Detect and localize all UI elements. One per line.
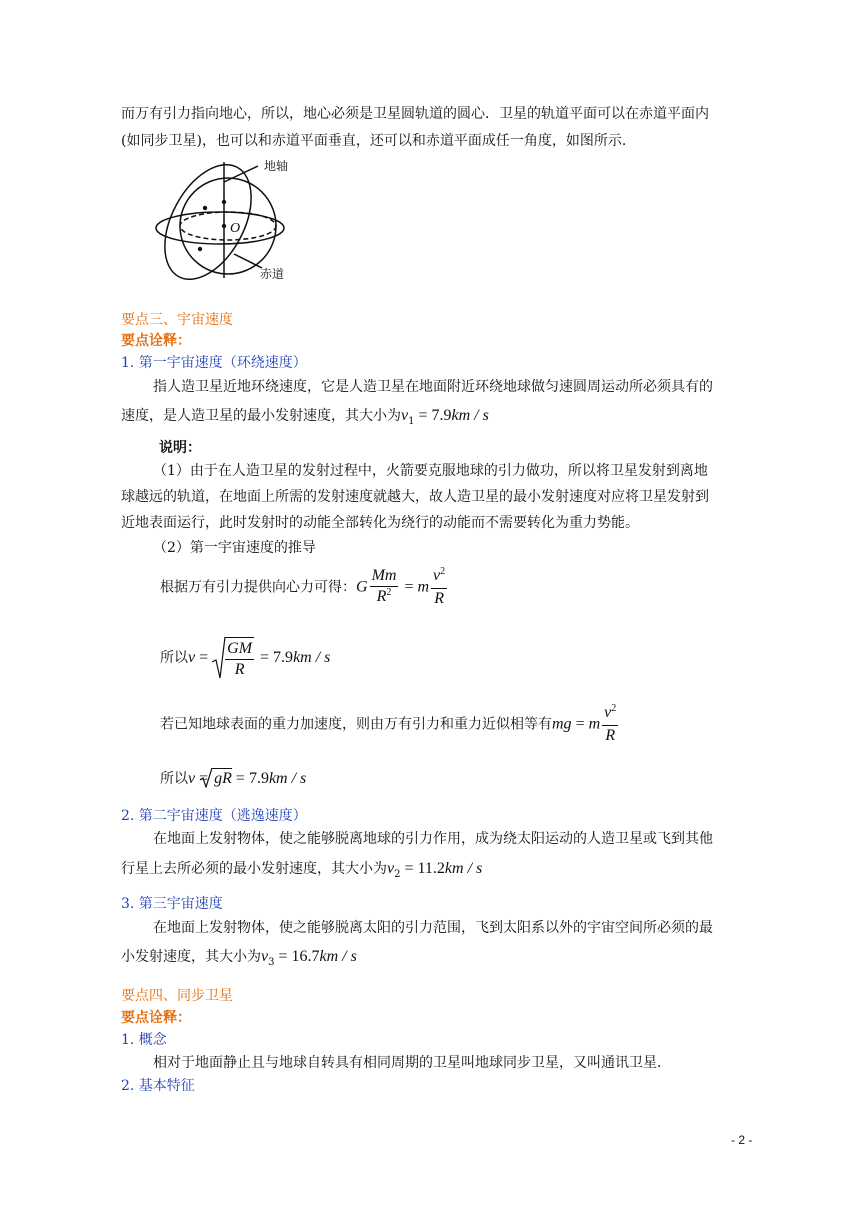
- fraction: [225, 637, 254, 680]
- formula-symbol: m: [588, 715, 601, 733]
- text-span: 行星上去所必须的最小发射速度，其大小为: [121, 861, 387, 877]
- figure-label-axis: 地轴: [264, 159, 289, 173]
- text-span: 所以: [160, 650, 188, 666]
- formula-eq: =: [571, 715, 589, 733]
- formula-eq: =: [195, 770, 213, 787]
- subsection-title: 1. 第一宇宙速度（环绕速度）: [121, 355, 307, 371]
- sqrt-sign: [212, 636, 226, 680]
- formula-symbol: m: [417, 578, 430, 596]
- formula-unit: km / s: [268, 770, 307, 787]
- fraction: [370, 566, 399, 609]
- formula-var: v: [387, 860, 395, 877]
- figure-label-equator: 赤道: [260, 267, 285, 281]
- formula-symbol: mg: [552, 715, 572, 733]
- subsection-title: 1. 概念: [121, 1032, 167, 1048]
- paragraph-line: 近地表面运行，此时发射时的动能全部转化为绕行的动能而不需要转化为重力势能。: [121, 515, 639, 531]
- formula-eq: = 16.7: [274, 948, 320, 965]
- fraction: [431, 566, 447, 609]
- formula-var: v: [261, 948, 269, 965]
- formula-symbol: v: [188, 649, 196, 666]
- text-span: 小发射速度，其大小为: [121, 949, 261, 965]
- denominator: R: [605, 727, 616, 744]
- paragraph-line-with-formula: [121, 406, 489, 428]
- denominator: $R^2$: [376, 587, 392, 605]
- numerator: $v^2$: [431, 566, 447, 589]
- paragraph-line: (如同步卫星)，也可以和赤道平面垂直，还可以和赤道平面成任一角度，如图所示.: [121, 133, 627, 149]
- text-span: 若已知地球表面的重力加速度，则由万有引力和重力近似相等有: [160, 716, 552, 733]
- fraction: [602, 703, 618, 746]
- formula-symbol: G: [356, 578, 368, 596]
- formula-unit: km / s: [451, 407, 489, 424]
- formula-symbol: v: [188, 770, 196, 787]
- sqrt-expression: gR: [212, 768, 232, 789]
- formula-unit: km / s: [293, 649, 331, 666]
- paragraph-line: 指人造卫星近地环绕速度，它是人造卫星在地面附近环绕地球做匀速圆周运动所必须具有的: [153, 379, 713, 395]
- subsection-title: 2. 第二宇宙速度（逃逸速度）: [121, 808, 307, 824]
- subsection-title: 3. 第三宇宙速度: [121, 896, 223, 912]
- formula-line-2: [160, 636, 330, 680]
- sqrt-expression: [212, 636, 256, 680]
- formula-unit: km / s: [444, 860, 483, 877]
- formula-eq: =: [400, 578, 418, 596]
- numerator: $v^2$: [602, 703, 618, 726]
- figure-label-origin: O: [230, 221, 241, 236]
- note-title: 说明：: [159, 440, 201, 456]
- text-span: 速度，是人造卫星的最小发射速度，其大小为: [121, 408, 401, 424]
- paragraph-line-with-formula: [121, 947, 357, 969]
- section-explain-label: 要点诠释：: [121, 1010, 191, 1026]
- subsection-title: 2. 基本特征: [121, 1078, 195, 1094]
- formula-line-3: [160, 703, 620, 746]
- formula-sub: 3: [268, 957, 275, 968]
- formula-eq: =: [195, 649, 213, 666]
- formula-sub: 1: [408, 416, 415, 427]
- sqrt-sign: [200, 768, 212, 788]
- text-span: 根据万有引力提供向心力可得：: [160, 579, 356, 596]
- formula-eq: = 7.9: [231, 770, 269, 787]
- numerator: Mm: [370, 566, 399, 587]
- formula-eq: = 11.2: [400, 860, 445, 877]
- paragraph-line: 球越远的轨道，在地面上所需的发射速度就越大，故人造卫星的最小发射速度对应将卫星发射到: [121, 489, 709, 505]
- numerator: GM: [225, 639, 254, 660]
- formula-sub: 2: [394, 869, 401, 880]
- formula-unit: km / s: [319, 948, 357, 965]
- paragraph-line-with-formula: [121, 859, 482, 881]
- paragraph-line: 相对于地面静止且与地球自转具有相同周期的卫星叫地球同步卫星，又叫通讯卫星．: [153, 1055, 671, 1071]
- paragraph-line: 在地面上发射物体，使之能够脱离地球的引力作用，成为绕太阳运动的人造卫星或飞到其他: [153, 831, 713, 847]
- denominator: R: [234, 660, 245, 678]
- paragraph-line: 而万有引力指向地心，所以，地心必须是卫星圆轨道的圆心．卫星的轨道平面可以在赤道平面内: [121, 106, 709, 122]
- section-heading: 要点三、宇宙速度: [121, 312, 233, 328]
- text-span: 所以: [160, 771, 188, 787]
- formula-line-1: [160, 566, 449, 609]
- formula-var: v: [401, 407, 409, 424]
- formula-eq: = 7.9: [414, 407, 452, 424]
- formula-line-4: [160, 768, 306, 789]
- formula-eq: = 7.9: [256, 649, 294, 666]
- denominator: R: [434, 590, 444, 607]
- section-heading: 要点四、同步卫星: [121, 988, 233, 1004]
- paragraph-line: （2）第一宇宙速度的推导: [153, 540, 316, 556]
- page-number: - 2 -: [731, 1133, 753, 1147]
- paragraph-line: 在地面上发射物体，使之能够脱离太阳的引力范围，飞到太阳系以外的宇宙空间所必须的最: [153, 920, 713, 936]
- section-explain-label: 要点诠释：: [121, 333, 191, 349]
- paragraph-line: （1）由于在人造卫星的发射过程中，火箭要克服地球的引力做功，所以将卫星发射到离地: [153, 463, 708, 479]
